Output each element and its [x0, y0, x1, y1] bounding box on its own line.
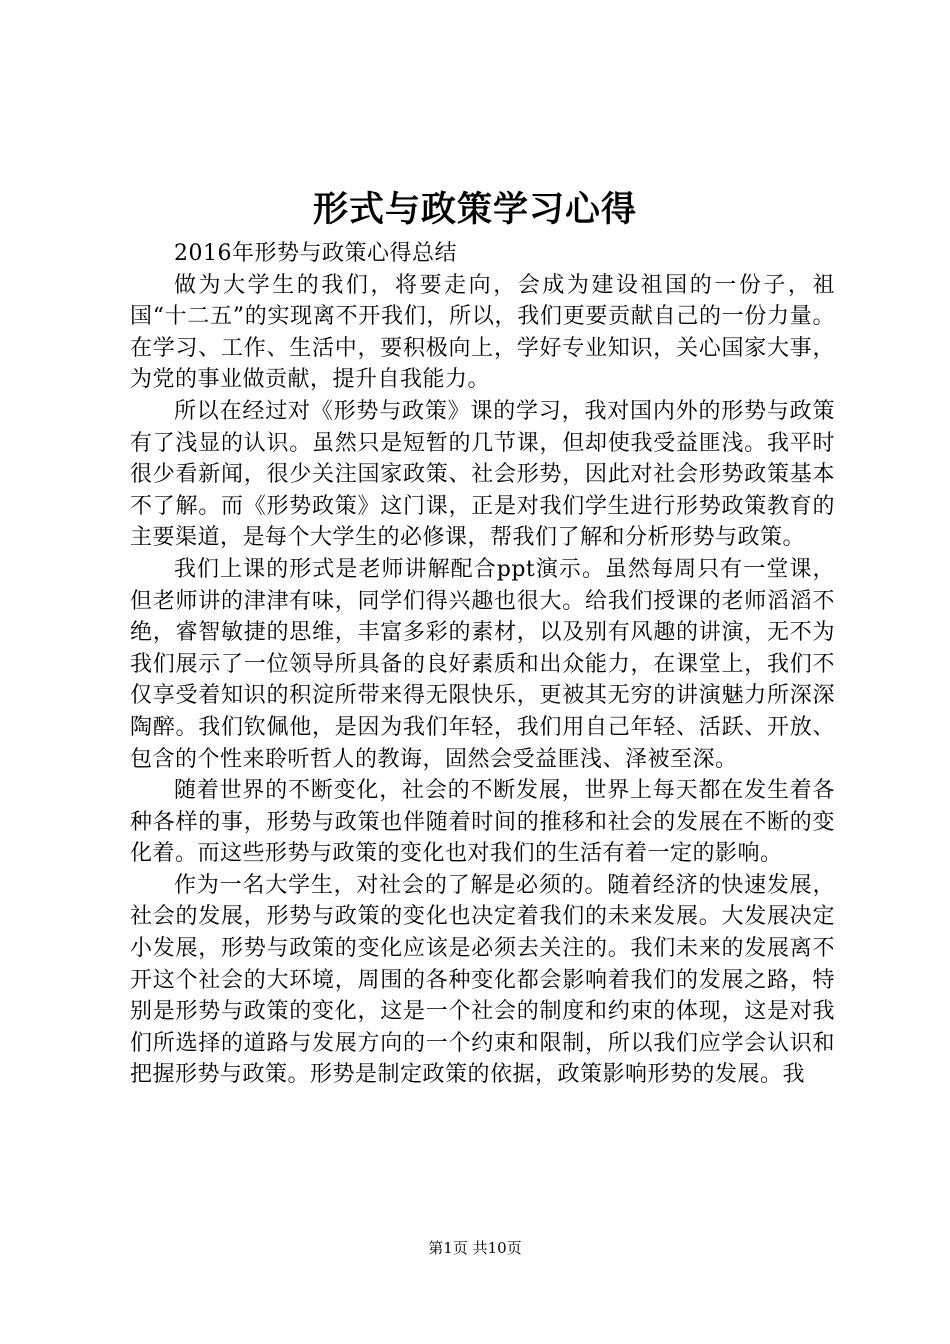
- paragraph: 作为一名大学生，对社会的了解是必须的。随着经济的快速发展，社会的发展，形势与政策的变化也决定着我们的未来发展。大发展决定小发展，形势与政策的变化应该是必须去关注的。我们未来的发展离不开这个社会的大环境，周围的各种变化都会影响着我们的发展之路，特别是形势与政策的变化，这是一个社会的制度和约束的体现，这是对我们所选择的道路与发展方向的一个约束和限制，所以我们应学会认识和把握形势与政策。形势是制定政策的依据，政策影响形势的发展。我: [130, 872, 835, 1088]
- paragraph: 随着世界的不断变化，社会的不断发展，世界上每天都在发生着各种各样的事，形势与政策也伴随着时间的推移和社会的发展在不断的变化着。而这些形势与政策的变化也对我们的生活有着一定的影响。: [130, 778, 835, 867]
- page-footer: 第1页 共10页: [428, 1239, 522, 1257]
- paragraph: 所以在经过对《形势与政策》课的学习，我对国内外的形势与政策有了浅显的认识。虽然只是短暂的几节课，但却使我受益匪浅。我平时很少看新闻，很少关注国家政策、社会形势，因此对社会形势政策基本不了解。而《形势政策》这门课，正是对我们学生进行形势政策教育的主要渠道，是每个大学生的必修课，帮我们了解和分析形势与政策。: [130, 398, 835, 551]
- paragraph-subtitle: 2016年形势与政策心得总结: [174, 241, 457, 266]
- document-body: [130, 238, 835, 1091]
- document-title: 形式与政策学习心得: [312, 189, 637, 230]
- paragraph: 做为大学生的我们，将要走向，会成为建设祖国的一份子，祖国“十二五”的实现离不开我们，所以，我们更要贡献自己的一份力量。在学习、工作、生活中，要积极向上，学好专业知识，关心国家大事，为党的事业做贡献，提升自我能力。: [130, 272, 835, 393]
- paragraph: 我们上课的形式是老师讲解配合ppt演示。虽然每周只有一堂课，但老师讲的津津有味，同学们得兴趣也很大。给我们授课的老师滔滔不绝，睿智敏捷的思维，丰富多彩的素材，以及别有风趣的讲演，无不为我们展示了一位领导所具备的良好素质和出众能力，在课堂上，我们不仅享受着知识的积淀所带来得无限快乐，更被其无穷的讲演魅力所深深陶醉。我们钦佩他，是因为我们年轻，我们用自己年轻、活跃、开放、包含的个性来聆听哲人的教诲，固然会受益匪浅、泽被至深。: [130, 556, 835, 772]
